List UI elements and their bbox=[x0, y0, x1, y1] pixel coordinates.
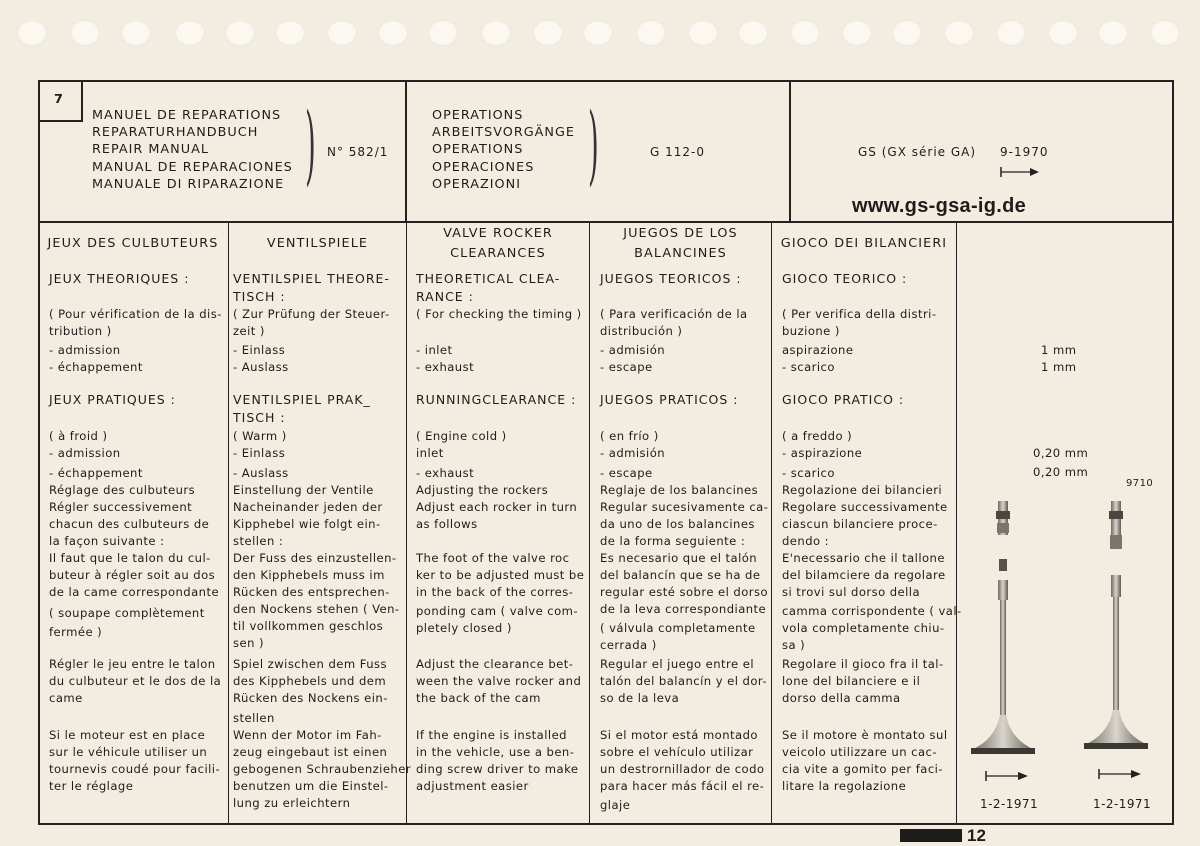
col-header-es-line2: BALANCINES bbox=[634, 246, 727, 261]
text-line: ponding cam ( valve com- bbox=[416, 604, 579, 618]
text-line: Regular sucesivamente ca- bbox=[600, 500, 769, 514]
text-line: Régler le jeu entre le talon bbox=[49, 657, 216, 671]
brace-icon: ) bbox=[588, 95, 599, 195]
text-line: del bilamciere da regolare bbox=[782, 568, 946, 582]
text-line: - escape bbox=[600, 466, 653, 480]
operations-de: ARBEITSVORGÄNGE bbox=[432, 125, 575, 141]
section-heading: GIOCO PRATICO : bbox=[782, 392, 905, 407]
arrow-right-icon bbox=[985, 768, 1029, 782]
text-line: Il faut que le talon du cul- bbox=[49, 551, 211, 565]
col-header-de: VENTILSPIELE bbox=[266, 236, 369, 251]
text-line: aspirazione bbox=[782, 343, 854, 357]
text-line: distribución ) bbox=[600, 324, 683, 338]
text-line: dendo : bbox=[782, 534, 830, 548]
text-line: la façon suivante : bbox=[49, 534, 165, 548]
text-line: buteur à régler soit au dos bbox=[49, 568, 216, 582]
text-line: adjustment easier bbox=[416, 779, 529, 793]
col-divider bbox=[956, 222, 957, 825]
section-heading: VENTILSPIEL THEORE- bbox=[233, 271, 390, 286]
text-line: ( à froid ) bbox=[49, 429, 108, 443]
text-line: des Kipphebels und dem bbox=[233, 674, 387, 688]
text-line: Reglaje de los balancines bbox=[600, 483, 759, 497]
website-url: www.gs-gsa-ig.de bbox=[852, 195, 1027, 217]
text-line: Spiel zwischen dem Fuss bbox=[233, 657, 387, 671]
header-divider bbox=[38, 221, 1174, 223]
practical-inlet-value: 0,20 mm bbox=[1033, 446, 1089, 460]
practical-exhaust-value: 0,20 mm bbox=[1033, 465, 1089, 479]
binder-hole bbox=[17, 20, 47, 46]
binder-hole bbox=[583, 20, 613, 46]
text-line: Régler successivement bbox=[49, 500, 193, 514]
text-line: Wenn der Motor im Fah- bbox=[233, 728, 382, 742]
binder-hole bbox=[327, 20, 357, 46]
section-heading: THEORETICAL CLEA- bbox=[416, 271, 561, 286]
valve-assembled-illustration bbox=[1078, 495, 1158, 765]
text-line: camma corrispondente ( val- bbox=[782, 604, 962, 618]
text-line: ( Pour vérification de la dis- bbox=[49, 307, 222, 321]
title-it: MANUALE DI RIPARAZIONE bbox=[92, 176, 285, 192]
text-line: cia vite a gomito per faci- bbox=[782, 762, 943, 776]
binder-hole bbox=[892, 20, 922, 46]
section-heading: GIOCO TEORICO : bbox=[782, 271, 908, 286]
text-line: veicolo utilizzare un cac- bbox=[782, 745, 937, 759]
text-line: ( For checking the timing ) bbox=[416, 307, 582, 321]
text-line: den Kipphebels muss im bbox=[233, 568, 385, 582]
text-line: Rücken des Nockens ein- bbox=[233, 691, 388, 705]
text-line: - échappement bbox=[49, 466, 143, 480]
text-line: sa ) bbox=[782, 638, 806, 652]
text-line: Es necesario que el talón bbox=[600, 551, 758, 565]
text-line: - scarico bbox=[782, 360, 835, 374]
col-header-en-line1: VALVE ROCKER bbox=[443, 226, 553, 241]
col-header-es bbox=[590, 224, 771, 264]
text-line: inlet bbox=[416, 446, 444, 460]
col-header-en bbox=[407, 224, 589, 264]
binder-hole bbox=[428, 20, 458, 46]
text-line: - admisión bbox=[600, 343, 666, 357]
text-line: ( en frío ) bbox=[600, 429, 659, 443]
text-line: ( Warm ) bbox=[233, 429, 287, 443]
text-line: Der Fuss des einzustellen- bbox=[233, 551, 397, 565]
text-line: Rücken des entsprechen- bbox=[233, 585, 390, 599]
text-line: buzione ) bbox=[782, 324, 840, 338]
binder-hole bbox=[175, 20, 205, 46]
operations-fr: OPERATIONS bbox=[432, 108, 524, 123]
manual-number: N° 582/1 bbox=[327, 145, 389, 159]
manual-titles bbox=[92, 107, 293, 193]
text-line: - exhaust bbox=[416, 360, 475, 374]
text-line: Regolare il gioco fra il tal- bbox=[782, 657, 944, 671]
binder-hole bbox=[688, 20, 718, 46]
text-line: sur le véhicule utiliser un bbox=[49, 745, 208, 759]
revision-date-left: 1-2-1971 bbox=[980, 797, 1039, 811]
text-line: fermée ) bbox=[49, 625, 103, 639]
text-line: del balancín que se ha de bbox=[600, 568, 761, 582]
text-line: - admission bbox=[49, 343, 121, 357]
col-divider bbox=[771, 222, 772, 825]
arrow-right-icon bbox=[1098, 766, 1142, 780]
section-heading: RANCE : bbox=[416, 289, 474, 304]
col-divider bbox=[228, 222, 229, 825]
text-line: lung zu erleichtern bbox=[233, 796, 351, 810]
text-line: so de la leva bbox=[600, 691, 680, 705]
text-line: - Einlass bbox=[233, 343, 286, 357]
text-line: benutzen um die Einstel- bbox=[233, 779, 389, 793]
binder-hole bbox=[944, 20, 974, 46]
section-heading: RUNNINGCLEARANCE : bbox=[416, 392, 577, 407]
text-line: da uno de los balancines bbox=[600, 517, 755, 531]
text-line: si trovi sul dorso della bbox=[782, 585, 921, 599]
text-line: as follows bbox=[416, 517, 478, 531]
text-line: vola completamente chiu- bbox=[782, 621, 945, 635]
figure-reference: 9710 bbox=[1126, 478, 1154, 489]
page-tab-bar bbox=[900, 829, 962, 842]
text-line: ( soupape complètement bbox=[49, 606, 205, 620]
text-line: Se il motore è montato sul bbox=[782, 728, 948, 742]
section-heading: JUEGOS TEORICOS : bbox=[600, 271, 742, 286]
text-line: in the vehicle, use a ben- bbox=[416, 745, 575, 759]
model-date: 9-1970 bbox=[1000, 145, 1049, 159]
col-divider bbox=[589, 222, 590, 825]
text-line: Si le moteur est en place bbox=[49, 728, 206, 742]
text-line: Réglage des culbuteurs bbox=[49, 483, 196, 497]
binder-hole bbox=[225, 20, 255, 46]
col-divider bbox=[406, 222, 407, 825]
page-number: 12 bbox=[967, 826, 986, 845]
binder-hole bbox=[636, 20, 666, 46]
col-header-fr: JEUX DES CULBUTEURS bbox=[47, 236, 219, 251]
revision-date-right: 1-2-1971 bbox=[1093, 797, 1152, 811]
col-header-it: GIOCO DEI BILANCIERI bbox=[780, 236, 948, 251]
text-line: - inlet bbox=[416, 343, 453, 357]
title-de: REPARATURHANDBUCH bbox=[92, 125, 259, 141]
header-col-divider-1 bbox=[405, 80, 407, 223]
model-label: GS (GX série GA) bbox=[858, 145, 977, 159]
brace-icon: ) bbox=[305, 95, 316, 195]
text-line: Nacheinander jeden der bbox=[233, 500, 383, 514]
header-col-divider-2 bbox=[789, 80, 791, 223]
text-line: - Einlass bbox=[233, 446, 286, 460]
text-line: The foot of the valve roc bbox=[416, 551, 570, 565]
text-line: ( a freddo ) bbox=[782, 429, 853, 443]
text-line: came bbox=[49, 691, 83, 705]
text-line: tribution ) bbox=[49, 324, 112, 338]
text-line: ( Zur Prüfung der Steuer- bbox=[233, 307, 390, 321]
text-line: - scarico bbox=[782, 466, 835, 480]
text-line: - escape bbox=[600, 360, 653, 374]
text-line: in the back of the corres- bbox=[416, 585, 574, 599]
binder-hole bbox=[738, 20, 768, 46]
text-line: - Auslass bbox=[233, 466, 289, 480]
binder-hole bbox=[70, 20, 100, 46]
text-line: du culbuteur et le dos de la bbox=[49, 674, 222, 688]
section-heading: TISCH : bbox=[233, 289, 286, 304]
text-line: talón del balancín y el dor- bbox=[600, 674, 768, 688]
text-line: ( Para verificación de la bbox=[600, 307, 748, 321]
text-line: Si el motor está montado bbox=[600, 728, 758, 742]
text-line: de la forma seguiente : bbox=[600, 534, 746, 548]
binder-hole bbox=[1098, 20, 1128, 46]
text-line: ter le réglage bbox=[49, 779, 134, 793]
text-line: den Nockens stehen ( Ven- bbox=[233, 602, 400, 616]
text-line: de la leva correspondiante bbox=[600, 602, 767, 616]
binder-hole bbox=[533, 20, 563, 46]
text-line: - aspirazione bbox=[782, 446, 863, 460]
text-line: E'necessario che il tallone bbox=[782, 551, 945, 565]
col-header-es-line1: JUEGOS DE LOS bbox=[623, 226, 738, 241]
text-line: - exhaust bbox=[416, 466, 475, 480]
text-line: ding screw driver to make bbox=[416, 762, 579, 776]
text-line: un destrornillador de codo bbox=[600, 762, 765, 776]
binder-hole bbox=[481, 20, 511, 46]
section-number: 7 bbox=[54, 92, 64, 107]
text-line: ( Per verifica della distri- bbox=[782, 307, 937, 321]
text-line: glaje bbox=[600, 798, 631, 812]
text-line: para hacer más fácil el re- bbox=[600, 779, 765, 793]
text-line: tournevis coudé pour facili- bbox=[49, 762, 221, 776]
text-line: lone del bilanciere e il bbox=[782, 674, 921, 688]
operations-en: OPERATIONS bbox=[432, 142, 524, 158]
theoretical-exhaust-value: 1 mm bbox=[1041, 360, 1077, 374]
binder-hole bbox=[378, 20, 408, 46]
binder-hole bbox=[275, 20, 305, 46]
binder-hole bbox=[790, 20, 820, 46]
text-line: ( Engine cold ) bbox=[416, 429, 507, 443]
text-line: ( válvula completamente bbox=[600, 621, 756, 635]
text-line: ciascun bilanciere proce- bbox=[782, 517, 938, 531]
text-line: Regolare successivamente bbox=[782, 500, 948, 514]
text-line: zeit ) bbox=[233, 324, 265, 338]
text-line: Kipphebel wie folgt ein- bbox=[233, 517, 381, 531]
text-line: Regolazione dei bilancieri bbox=[782, 483, 943, 497]
text-line: - échappement bbox=[49, 360, 143, 374]
text-line: If the engine is installed bbox=[416, 728, 567, 742]
text-line: chacun des culbuteurs de bbox=[49, 517, 210, 531]
text-line: Adjust each rocker in turn bbox=[416, 500, 578, 514]
arrow-right-icon bbox=[1000, 164, 1040, 178]
section-heading: VENTILSPIEL PRAK_ bbox=[233, 392, 371, 407]
text-line: gebogenen Schraubenzieher bbox=[233, 762, 412, 776]
text-line: dorso della camma bbox=[782, 691, 901, 705]
operations-it: OPERAZIONI bbox=[432, 176, 521, 192]
section-heading: JUEGOS PRATICOS : bbox=[600, 392, 739, 407]
text-line: - Auslass bbox=[233, 360, 289, 374]
text-line: ker to be adjusted must be bbox=[416, 568, 585, 582]
text-line: Adjust the clearance bet- bbox=[416, 657, 574, 671]
text-line: pletely closed ) bbox=[416, 621, 512, 635]
operations-es: OPERACIONES bbox=[432, 159, 535, 175]
text-line: de la came correspondante bbox=[49, 585, 220, 599]
theoretical-inlet-value: 1 mm bbox=[1041, 343, 1077, 357]
text-line: Adjusting the rockers bbox=[416, 483, 549, 497]
valve-disassembled-illustration bbox=[965, 495, 1045, 765]
binder-hole bbox=[996, 20, 1026, 46]
section-heading: TISCH : bbox=[233, 410, 286, 425]
text-line: - admission bbox=[49, 446, 121, 460]
text-line: ween the valve rocker and bbox=[416, 674, 582, 688]
text-line: Regular el juego entre el bbox=[600, 657, 754, 671]
binder-hole bbox=[1048, 20, 1078, 46]
text-line: til vollkommen geschlos bbox=[233, 619, 384, 633]
section-heading: JEUX PRATIQUES : bbox=[49, 392, 176, 407]
text-line: litare la regolazione bbox=[782, 779, 907, 793]
text-line: sen ) bbox=[233, 636, 264, 650]
text-line: zeug eingebaut ist einen bbox=[233, 745, 388, 759]
col-header-en-line2: CLEARANCES bbox=[450, 246, 546, 261]
text-line: the back of the cam bbox=[416, 691, 541, 705]
text-line: cerrada ) bbox=[600, 638, 657, 652]
operations-titles bbox=[432, 107, 575, 193]
text-line: regular esté sobre el dorso bbox=[600, 585, 769, 599]
title-es: MANUAL DE REPARACIONES bbox=[92, 159, 293, 175]
text-line: - admisión bbox=[600, 446, 666, 460]
title-fr: MANUEL DE REPARATIONS bbox=[92, 108, 282, 123]
text-line: Einstellung der Ventile bbox=[233, 483, 374, 497]
text-line: sobre el vehículo utilizar bbox=[600, 745, 754, 759]
binder-hole bbox=[1150, 20, 1180, 46]
text-line: stellen : bbox=[233, 534, 284, 548]
binder-hole bbox=[842, 20, 872, 46]
binder-hole bbox=[121, 20, 151, 46]
title-en: REPAIR MANUAL bbox=[92, 142, 209, 158]
section-heading: JEUX THEORIQUES : bbox=[49, 271, 190, 286]
text-line: stellen bbox=[233, 711, 275, 725]
operation-code: G 112-0 bbox=[650, 145, 705, 159]
